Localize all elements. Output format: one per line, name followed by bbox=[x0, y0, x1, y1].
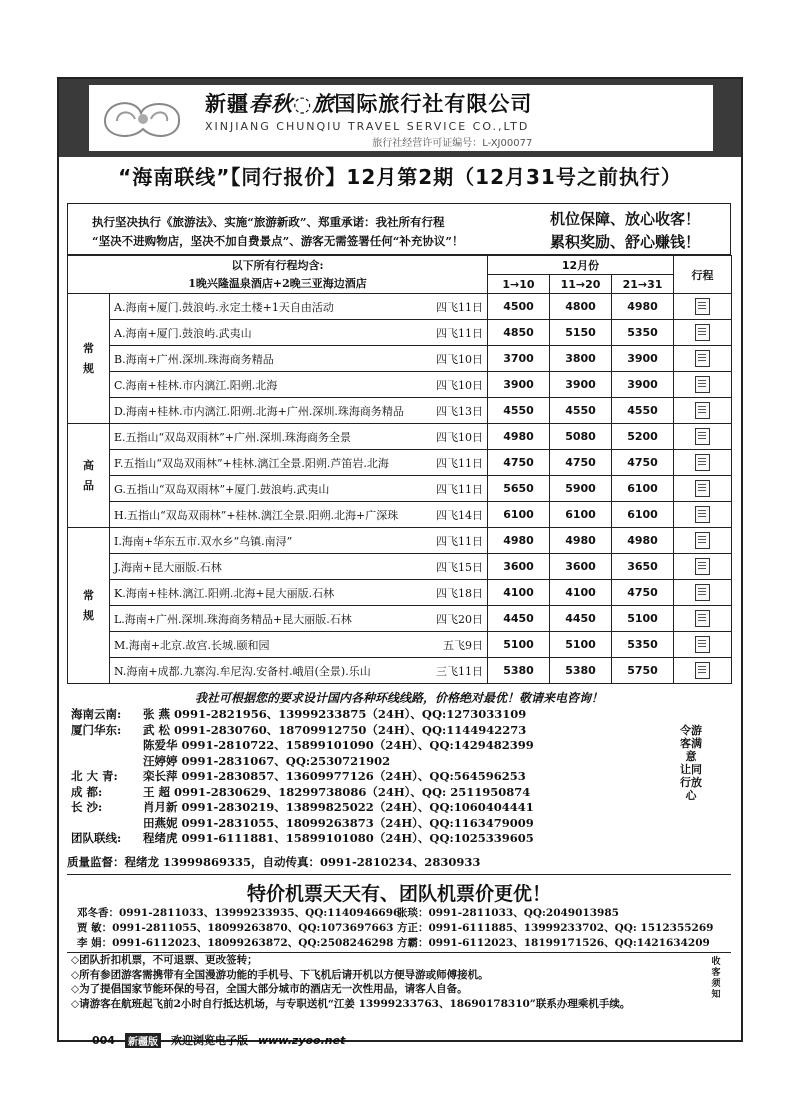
price-cell: 5900 bbox=[550, 476, 612, 502]
page-title: “海南联线”【同行报价】12月第2期（12月31号之前执行） bbox=[118, 165, 682, 189]
document-icon[interactable] bbox=[695, 402, 710, 419]
note-item: ◇团队折扣机票，不可退票、更改签转； bbox=[71, 954, 258, 966]
route-row bbox=[68, 580, 732, 606]
route-row bbox=[68, 450, 732, 476]
contact-region: 厦门华东: bbox=[71, 722, 122, 737]
page-footer bbox=[92, 1032, 345, 1048]
contact-row bbox=[67, 706, 687, 722]
contact-list bbox=[67, 706, 687, 846]
contact-detail: 程绪虎 0991-6111881、15899101080（24H）、QQ:1025339605 bbox=[143, 831, 534, 845]
route-name: L.海南+广州.深圳.珠海商务精品+昆大丽版.石林 bbox=[114, 612, 352, 626]
contact-detail: 张 燕 0991-2821956、13999233875（24H）、QQ:1273033109 bbox=[143, 707, 527, 721]
notice-line-2: “坚决不进购物店，坚决不加自费景点”、游客无需签署任何“补充协议”！ bbox=[92, 234, 464, 248]
price-cell: 3700 bbox=[488, 346, 550, 372]
route-name: M.海南+北京.故宫.长城.颐和园 bbox=[114, 638, 270, 652]
price-cell: 4100 bbox=[550, 580, 612, 606]
price-cell: 4980 bbox=[612, 294, 674, 320]
price-cell: 4980 bbox=[612, 528, 674, 554]
itinerary-cell[interactable] bbox=[674, 450, 732, 476]
route-days: 四飞10日 bbox=[436, 430, 483, 444]
price-cell: 4850 bbox=[488, 320, 550, 346]
price-cell: 5750 bbox=[612, 658, 674, 684]
route-cell bbox=[110, 580, 488, 606]
price-cell: 5100 bbox=[488, 632, 550, 658]
ticket-contact-right: 张琰：0991-2811033、QQ:2049013985 bbox=[397, 907, 619, 919]
document-icon[interactable] bbox=[695, 298, 710, 315]
quality-supervision: 质量监督：程绪龙 13999869335，自动传真：0991-2810234、2830933 bbox=[67, 855, 481, 869]
price-cell: 3900 bbox=[612, 346, 674, 372]
contact-detail: 武 松 0991-2830760、18709912750（24H）、QQ:1144942273 bbox=[143, 722, 527, 737]
itinerary-cell[interactable] bbox=[674, 658, 732, 684]
price-cell: 5100 bbox=[550, 632, 612, 658]
price-cell: 3650 bbox=[612, 554, 674, 580]
route-days: 四飞11日 bbox=[436, 482, 483, 496]
route-cell bbox=[110, 528, 488, 554]
route-days: 四飞10日 bbox=[436, 352, 483, 366]
contact-region: 团队联线: bbox=[71, 831, 122, 845]
itinerary-cell[interactable] bbox=[674, 632, 732, 658]
price-cell: 5200 bbox=[612, 424, 674, 450]
route-name: D.海南+桂林.市内漓江.阳朔.北海+广州.深圳.珠海商务精品 bbox=[114, 404, 404, 418]
price-cell: 3900 bbox=[488, 372, 550, 398]
route-cell bbox=[110, 372, 488, 398]
itinerary-cell[interactable] bbox=[674, 476, 732, 502]
notice-promise-1: 机位保障、放心收客！ bbox=[550, 210, 701, 228]
footer-text: 欢迎浏览电子版 bbox=[170, 1034, 248, 1047]
document-icon[interactable] bbox=[695, 480, 710, 497]
route-row bbox=[68, 424, 732, 450]
route-row bbox=[68, 346, 732, 372]
route-name: C.海南+桂林.市内漓江.阳朔.北海 bbox=[114, 378, 278, 392]
price-cell: 4750 bbox=[550, 450, 612, 476]
route-cell bbox=[110, 502, 488, 528]
itinerary-header: 行程 bbox=[674, 256, 732, 294]
itinerary-cell[interactable] bbox=[674, 528, 732, 554]
route-cell bbox=[110, 424, 488, 450]
price-cell: 4550 bbox=[612, 398, 674, 424]
contact-row bbox=[67, 799, 687, 815]
price-cell: 6100 bbox=[612, 502, 674, 528]
price-table bbox=[67, 255, 732, 684]
route-days: 四飞15日 bbox=[436, 560, 483, 574]
route-row bbox=[68, 632, 732, 658]
notice-box bbox=[67, 203, 731, 255]
ticket-contact-left: 邓冬香：0991-2811033、13999233935、QQ:1140946696 bbox=[77, 907, 401, 919]
route-row bbox=[68, 294, 732, 320]
contact-row bbox=[67, 768, 687, 784]
price-cell: 5100 bbox=[612, 606, 674, 632]
price-cell: 4980 bbox=[488, 528, 550, 554]
price-cell: 6100 bbox=[550, 502, 612, 528]
document-icon[interactable] bbox=[695, 350, 710, 367]
ticket-contact-left: 李 娟：0991-6112023、18099263872、QQ:2508246298 bbox=[77, 937, 394, 949]
document-icon[interactable] bbox=[695, 610, 710, 627]
document-icon[interactable] bbox=[695, 428, 710, 445]
route-cell bbox=[110, 554, 488, 580]
itinerary-cell[interactable] bbox=[674, 502, 732, 528]
notice-line-1: 执行坚决执行《旅游法》、实施“旅游新政”、郑重承诺：我社所有行程 bbox=[92, 215, 445, 229]
contact-detail: 田燕妮 0991-2831055、18099263873（24H）、QQ:1163479009 bbox=[143, 815, 534, 830]
route-cell bbox=[110, 398, 488, 424]
document-icon[interactable] bbox=[695, 506, 710, 523]
document-icon[interactable] bbox=[695, 376, 710, 393]
page-number: 004 bbox=[92, 1033, 115, 1047]
month-header: 12月份 bbox=[488, 256, 674, 275]
price-cell: 4550 bbox=[488, 398, 550, 424]
contact-row bbox=[67, 815, 687, 831]
route-cell bbox=[110, 450, 488, 476]
price-cell: 3600 bbox=[550, 554, 612, 580]
price-cell: 3900 bbox=[612, 372, 674, 398]
contact-region: 长 沙: bbox=[71, 800, 103, 814]
contact-row bbox=[67, 722, 687, 738]
route-days: 四飞11日 bbox=[436, 300, 483, 314]
route-days: 四飞11日 bbox=[436, 326, 483, 340]
price-cell: 5350 bbox=[612, 632, 674, 658]
price-cell: 5150 bbox=[550, 320, 612, 346]
contact-region: 海南云南: bbox=[71, 707, 122, 721]
price-cell: 5650 bbox=[488, 476, 550, 502]
notice-promise-2: 累积奖励、舒心赚钱！ bbox=[550, 233, 701, 251]
document-icon[interactable] bbox=[695, 324, 710, 341]
contact-row bbox=[67, 830, 687, 846]
company-name-cn: 新疆春秋◌旅国际旅行社有限公司 bbox=[205, 90, 533, 116]
price-cell: 5380 bbox=[488, 658, 550, 684]
range-header: 21→31 bbox=[612, 275, 674, 294]
route-cell bbox=[110, 658, 488, 684]
route-cell bbox=[110, 632, 488, 658]
route-name: J.海南+昆大丽版.石林 bbox=[114, 560, 222, 574]
ticket-headline: 特价机票天天有、团队机票价更优！ bbox=[246, 883, 551, 905]
document-icon[interactable] bbox=[695, 636, 710, 653]
price-cell: 4980 bbox=[488, 424, 550, 450]
price-cell: 5350 bbox=[612, 320, 674, 346]
document-icon[interactable] bbox=[695, 532, 710, 549]
note-item: ◇所有参团游客需携带有全国漫游功能的手机号、下飞机后请开机以方便导游或师傅接机。 bbox=[71, 968, 489, 981]
price-cell: 4100 bbox=[488, 580, 550, 606]
route-name: K.海南+桂林.漓江.阳朔.北海+昆大丽版.石林 bbox=[114, 586, 335, 600]
price-cell: 4750 bbox=[488, 450, 550, 476]
price-cell: 6100 bbox=[488, 502, 550, 528]
contact-detail: 王 超 0991-2830629、18299738086（24H）、QQ: 2511950874 bbox=[143, 784, 531, 799]
category-cell: 高品 bbox=[68, 424, 110, 528]
route-row bbox=[68, 502, 732, 528]
contact-detail: 栾长萍 0991-2830857、13609977126（24H）、QQ:564596253 bbox=[143, 769, 526, 783]
route-cell bbox=[110, 346, 488, 372]
range-header: 11→20 bbox=[550, 275, 612, 294]
route-days: 三飞11日 bbox=[436, 664, 483, 678]
route-row bbox=[68, 398, 732, 424]
route-row bbox=[68, 528, 732, 554]
notes-side-label: 收客须知 bbox=[711, 957, 721, 1000]
cloud-logo-icon bbox=[95, 91, 191, 145]
route-days: 四飞14日 bbox=[436, 508, 483, 522]
itinerary-cell[interactable] bbox=[674, 580, 732, 606]
route-days: 四飞11日 bbox=[436, 456, 483, 470]
itinerary-cell[interactable] bbox=[674, 346, 732, 372]
price-cell: 4980 bbox=[550, 528, 612, 554]
header-inner bbox=[89, 85, 713, 151]
route-days: 四飞11日 bbox=[436, 534, 483, 548]
itinerary-cell[interactable] bbox=[674, 320, 732, 346]
footer-url[interactable]: www.zyoo.net bbox=[257, 1033, 346, 1047]
contact-region: 成 都: bbox=[71, 784, 103, 799]
note-item: ◇请游客在航班起飞前2小时自行抵达机场，与专职送机“江姜 13999233763、18690178310”联系办理乘机手续。 bbox=[71, 997, 631, 1010]
ticket-section bbox=[67, 874, 731, 951]
price-cell: 3900 bbox=[550, 372, 612, 398]
design-slogan: 我社可根据您的要求设计国内各种环线线路，价格绝对最优！敬请来电咨询！ bbox=[194, 691, 603, 705]
ticket-contact-left: 贾 敏：0991-2811055、18099263870、QQ:1073697663 bbox=[77, 922, 394, 934]
price-cell: 3600 bbox=[488, 554, 550, 580]
itinerary-cell[interactable] bbox=[674, 372, 732, 398]
route-name: B.海南+广州.深圳.珠海商务精品 bbox=[114, 352, 274, 366]
route-days: 五飞9日 bbox=[443, 638, 483, 652]
price-cell: 4450 bbox=[488, 606, 550, 632]
contact-row bbox=[67, 753, 687, 769]
contact-detail: 陈爱华 0991-2810722、15899101090（24H）、QQ:1429482399 bbox=[143, 738, 534, 752]
price-cell: 4450 bbox=[550, 606, 612, 632]
route-cell bbox=[110, 606, 488, 632]
document-icon[interactable] bbox=[695, 454, 710, 471]
document-icon[interactable] bbox=[695, 584, 710, 601]
itinerary-cell[interactable] bbox=[674, 554, 732, 580]
ticket-contact-right: 方正：0991-6111885、13999233702、QQ: 1512355269 bbox=[397, 922, 714, 934]
document-icon[interactable] bbox=[695, 558, 710, 575]
price-cell: 4550 bbox=[550, 398, 612, 424]
notes-section bbox=[67, 952, 731, 1023]
header-banner bbox=[59, 79, 741, 157]
ticket-contact-right: 方霸：0991-6112023、18199171526、QQ:1421634209 bbox=[397, 937, 710, 949]
route-name: H.五指山“双岛双雨林”+桂林.漓江全景.阳朔.北海+广深珠 bbox=[114, 508, 399, 522]
route-days: 四飞13日 bbox=[436, 404, 483, 418]
document-icon[interactable] bbox=[695, 662, 710, 679]
route-row bbox=[68, 476, 732, 502]
contact-row bbox=[67, 784, 687, 800]
route-row bbox=[68, 606, 732, 632]
contact-detail: 汪婷婷 0991-2831067、QQ:2530721902 bbox=[143, 753, 391, 768]
route-row bbox=[68, 372, 732, 398]
flyer-page bbox=[57, 77, 743, 1042]
price-cell: 4750 bbox=[612, 580, 674, 606]
route-cell bbox=[110, 294, 488, 320]
route-row bbox=[68, 320, 732, 346]
route-name: A.海南+厦门.鼓浪屿.永定土楼+1天自由活动 bbox=[114, 300, 334, 314]
route-name: E.五指山“双岛双雨林”+广州.深圳.珠海商务全景 bbox=[114, 430, 351, 444]
route-days: 四飞20日 bbox=[436, 612, 483, 626]
route-row bbox=[68, 554, 732, 580]
itinerary-cell[interactable] bbox=[674, 398, 732, 424]
price-cell: 5080 bbox=[550, 424, 612, 450]
contact-detail: 肖月新 0991-2830219、13899825022（24H）、QQ:1060404441 bbox=[143, 800, 534, 814]
itinerary-cell[interactable] bbox=[674, 424, 732, 450]
route-days: 四飞10日 bbox=[436, 378, 483, 392]
route-days: 四飞18日 bbox=[436, 586, 483, 600]
category-cell: 常规 bbox=[68, 294, 110, 424]
contact-region: 北 大 青: bbox=[71, 769, 118, 783]
price-cell: 3800 bbox=[550, 346, 612, 372]
price-cell: 4500 bbox=[488, 294, 550, 320]
price-cell: 6100 bbox=[612, 476, 674, 502]
note-item: ◇为了提倡国家节能环保的号召，全国大部分城市的酒店无一次性用品，请客人自备。 bbox=[71, 983, 468, 995]
contact-row bbox=[67, 737, 687, 753]
hotel-header: 以下所有行程均含: 1晚兴隆温泉酒店+2晚三亚海边酒店 bbox=[68, 256, 488, 294]
route-name: N.海南+成都.九寨沟.牟尼沟.安备村.峨眉(全景).乐山 bbox=[114, 664, 371, 678]
range-header: 1→10 bbox=[488, 275, 550, 294]
side-motto: 令游客满意 让同行放心 bbox=[680, 724, 702, 802]
itinerary-cell[interactable] bbox=[674, 606, 732, 632]
company-name-en: XINJIANG CHUNQIU TRAVEL SERVICE CO.,LTD bbox=[205, 119, 530, 133]
company-block bbox=[205, 88, 532, 149]
license-number: 旅行社经营许可证编号：L-XJ00077 bbox=[372, 137, 533, 149]
itinerary-cell[interactable] bbox=[674, 294, 732, 320]
price-cell: 5380 bbox=[550, 658, 612, 684]
route-cell bbox=[110, 320, 488, 346]
category-cell: 常规 bbox=[68, 528, 110, 684]
route-name: I.海南+华东五市.双水乡“乌镇.南浔” bbox=[114, 534, 293, 548]
edition-tag: 新疆版 bbox=[125, 1033, 161, 1048]
price-cell: 4800 bbox=[550, 294, 612, 320]
route-name: G.五指山“双岛双雨林”+厦门.鼓浪屿.武夷山 bbox=[114, 482, 330, 496]
route-cell bbox=[110, 476, 488, 502]
route-row bbox=[68, 658, 732, 684]
route-name: A.海南+厦门.鼓浪屿.武夷山 bbox=[114, 326, 252, 340]
price-cell: 4750 bbox=[612, 450, 674, 476]
route-name: F.五指山“双岛双雨林”+桂林.漓江全景.阳朔.芦笛岩.北海 bbox=[114, 456, 389, 470]
